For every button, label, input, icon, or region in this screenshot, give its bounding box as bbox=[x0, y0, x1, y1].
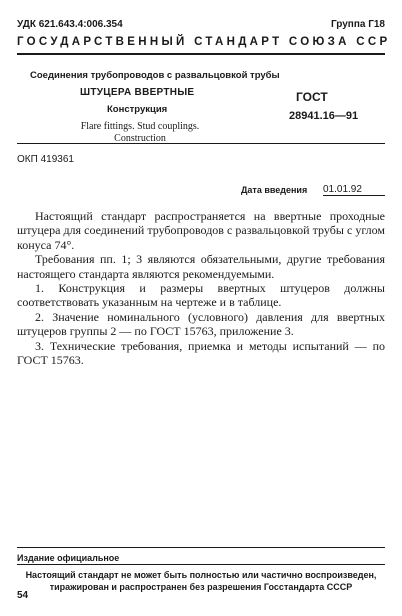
gost-number: 28941.16—91 bbox=[289, 110, 359, 122]
notice-rule bbox=[17, 564, 385, 565]
ru-title: Соединения трубопроводов с развальцовкой трубы bbox=[30, 70, 280, 81]
intro-date-label: Дата введения bbox=[241, 185, 308, 195]
en-title-line1: Flare fittings. Stud couplings. bbox=[80, 121, 200, 132]
page-number: 54 bbox=[17, 590, 29, 601]
notice-line1: Настоящий стандарт не может быть полностью или частично воспроизведен, bbox=[25, 570, 377, 580]
en-title-line2: Construction bbox=[114, 133, 166, 144]
ru-subtitle: ШТУЦЕРА ВВЕРТНЫЕ bbox=[80, 87, 195, 98]
en-title bbox=[60, 121, 220, 145]
title-block-rule bbox=[17, 143, 385, 144]
paragraph-scope: Настоящий стандарт распространяется на ввертные проходные штуцера для соединений трубопроводов с развальцовкой трубы с углом конуса 74°. bbox=[17, 209, 385, 252]
udk-code: УДК 621.643.4:006.354 bbox=[17, 19, 123, 30]
paragraph-item-2: 2. Значение номинального (условного) давления для ввертных штуцеров группы 2 — по ГОСТ 15763, приложение 3. bbox=[17, 309, 385, 339]
intro-date-underline bbox=[323, 195, 385, 196]
gost-label: ГОСТ bbox=[296, 90, 328, 104]
body-text bbox=[17, 209, 385, 367]
state-standard-title: ГОСУДАРСТВЕННЫЙ СТАНДАРТ СОЮЗА ССР bbox=[17, 36, 391, 48]
paragraph-item-1: 1. Конструкция и размеры ввертных штуцеров должны соответствовать указанным на чертеже и в таблице. bbox=[17, 281, 385, 310]
okp-code: ОКП 419361 bbox=[17, 154, 74, 165]
paragraph-item-3: 3. Технические требования, приемка и методы испытаний — по ГОСТ 15763. bbox=[17, 338, 385, 368]
intro-date-value: 01.01.92 bbox=[323, 184, 362, 195]
copyright-notice bbox=[17, 569, 385, 593]
ru-construction: Конструкция bbox=[107, 104, 168, 115]
header-rule bbox=[17, 53, 385, 55]
footer-rule bbox=[17, 547, 385, 548]
paragraph-requirements: Требования пп. 1; 3 являются обязательными, другие требования настоящего стандарта являются рекомендуемыми. bbox=[17, 252, 385, 281]
official-edition: Издание официальное bbox=[17, 553, 120, 563]
notice-line2: тиражирован и распространен без разрешения Госстандарта СССР bbox=[49, 582, 353, 592]
group-code: Группа Г18 bbox=[330, 19, 385, 30]
